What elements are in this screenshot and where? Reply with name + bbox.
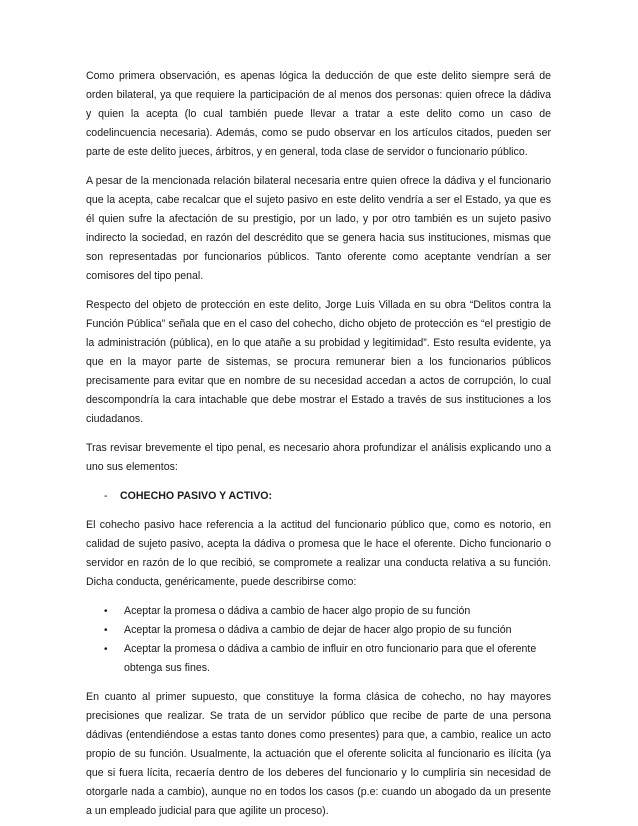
list-item-text: Aceptar la promesa o dádiva a cambio de influir en otro funcionario para que el oferente obtenga sus fines.	[124, 643, 537, 674]
paragraph-elementos: Tras revisar brevemente el tipo penal, es necesario ahora profundizar el análisis explicando uno a uno sus elementos:	[86, 442, 551, 473]
section-heading-row	[86, 487, 551, 506]
bullet-icon: •	[104, 625, 108, 636]
paragraph-objeto-proteccion: Respecto del objeto de protección en este delito, Jorge Luis Villada en su obra “Delitos contra la Función Pública” señala que en el caso del cohecho, dicho objeto de protección es “el prestigio de la administración (pública), en lo que atañe a su probidad y legitimidad”. Esto resulta evidente, ya que en la mayor parte de sistemas, se procura remunerar bien a los funcionarios públicos precisamente para evitar que en nombre de su necesidad accedan a actos de corrupción, lo cual descompondría la cara intachable que debe mostrar el Estado a través de sus instituciones a los ciudadanos.	[86, 299, 551, 425]
list-item-text: Aceptar la promesa o dádiva a cambio de dejar de hacer algo propio de su función	[124, 624, 512, 636]
list-item	[86, 602, 551, 621]
paragraph-observacion: Como primera observación, es apenas lógica la deducción de que este delito siempre será de orden bilateral, ya que requiere la participación de al menos dos personas: quien ofrece la dádiva y quien la acepta (lo cual también puede llevar a tratar a este delito como un caso de codelincuencia necesaria). Además, como se pudo observar en los artículos citados, pueden ser parte de este delito jueces, árbitros, y en general, toda clase de servidor o funcionario público.	[86, 70, 551, 158]
conduct-list	[86, 602, 551, 678]
list-item	[86, 640, 551, 678]
list-item-text: Aceptar la promesa o dádiva a cambio de hacer algo propio de su función	[124, 605, 471, 617]
paragraph-cohecho-pasivo: El cohecho pasivo hace referencia a la actitud del funcionario público que, como es notorio, en calidad de sujeto pasivo, acepta la dádiva o promesa que le hace el oferente. Dicho funcionario o servidor en razón de lo que recibió, se compromete a realizar una conducta relativa a su función. Dicha conducta, genéricamente, puede describirse como:	[86, 519, 551, 588]
paragraph-sujeto-pasivo: A pesar de la mencionada relación bilateral necesaria entre quien ofrece la dádiva y el funcionario que la acepta, cabe recalcar que el sujeto pasivo en este delito vendría a ser el Estado, ya que es él quien sufre la afectación de su prestigio, por un lado, y por otro también es un sujeto pasivo indirecto la sociedad, en razón del descrédito que se genera hacia sus instituciones, mismas que son representadas por funcionarios públicos. Tanto oferente como aceptante vendrían a ser comisores del tipo penal.	[86, 175, 551, 282]
bullet-icon: •	[104, 606, 108, 617]
bullet-icon: •	[104, 644, 108, 655]
section-dash: -	[104, 490, 108, 502]
list-item	[86, 621, 551, 640]
paragraph-primer-supuesto: En cuanto al primer supuesto, que constituye la forma clásica de cohecho, no hay mayores precisiones que realizar. Se trata de un servidor público que recibe de parte de una persona dádivas (entendiéndose a estas tanto dones como presentes) para que, a cambio, realice un acto propio de su función. Usualmente, la actuación que el oferente solicita al funcionario es ilícita (ya que si fuera lícita, recaería dentro de los deberes del funcionario y lo cumpliría sin necesidad de otorgarle nada a cambio), aunque no en todos los casos (p.e: cuando un abogado da un presente a un empleado judicial para que agilite un proceso).	[86, 691, 551, 817]
section-heading: COHECHO PASIVO Y ACTIVO:	[120, 490, 273, 502]
